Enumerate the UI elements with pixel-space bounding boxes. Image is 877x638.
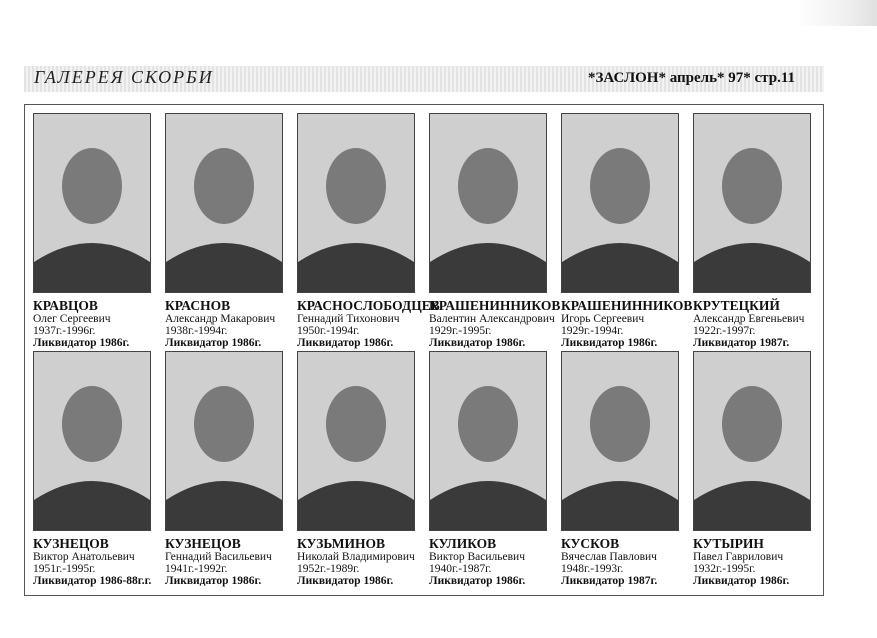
person-surname: КУЛИКОВ	[429, 536, 497, 551]
portrait-photo	[165, 113, 283, 293]
person-name: Геннадий Тихонович	[297, 313, 400, 326]
person-name: Игорь Сергеевич	[561, 313, 645, 326]
portrait-photo	[561, 113, 679, 293]
portrait-photo	[297, 351, 415, 531]
person-role: Ликвидатор 1986г.	[561, 337, 658, 350]
person-role: Ликвидатор 1986-88г.г.	[33, 575, 152, 588]
person-name: Александр Макарович	[165, 313, 276, 326]
person-surname: КУЗНЕЦОВ	[165, 536, 241, 551]
person-surname: КРАСНОСЛОБОДЦЕВ	[297, 298, 440, 313]
portrait-photo	[33, 351, 151, 531]
person-role: Ликвидатор 1986г.	[33, 337, 130, 350]
portrait-photo	[297, 113, 415, 293]
person-surname: КУТЫРИН	[693, 536, 764, 551]
portrait-photo	[693, 113, 811, 293]
person-years: 1929г.-1994г.	[561, 325, 624, 338]
person-years: 1937г.-1996г.	[33, 325, 96, 338]
issue-info: *ЗАСЛОН* апрель* 97* стр.11	[588, 70, 795, 86]
person-role: Ликвидатор 1986г.	[165, 337, 262, 350]
person-surname: КРУТЕЦКИЙ	[693, 298, 780, 313]
person-years: 1932г.-1995г.	[693, 563, 756, 576]
person-role: Ликвидатор 1986г.	[429, 575, 526, 588]
person-name: Александр Евгеньевич	[693, 313, 805, 326]
page-title: ГАЛЕРЕЯ СКОРБИ	[34, 67, 214, 87]
portrait-photo	[33, 113, 151, 293]
person-years: 1952г.-1989г.	[297, 563, 360, 576]
person-surname: КРАВЦОВ	[33, 298, 98, 313]
person-years: 1922г.-1997г.	[693, 325, 756, 338]
scan-edge-shadow	[795, 0, 877, 26]
person-role: Ликвидатор 1986г.	[297, 575, 394, 588]
person-years: 1948г.-1993г.	[561, 563, 624, 576]
person-years: 1940г.-1987г.	[429, 563, 492, 576]
person-years: 1929г.-1995г.	[429, 325, 492, 338]
portrait-photo	[165, 351, 283, 531]
person-name: Геннадий Васильевич	[165, 551, 272, 564]
person-years: 1938г.-1994г.	[165, 325, 228, 338]
person-name: Валентин Александрович	[429, 313, 555, 326]
portrait-photo	[429, 351, 547, 531]
person-surname: КРАШЕНИННИКОВ	[561, 298, 693, 313]
person-role: Ликвидатор 1987г.	[561, 575, 658, 588]
person-surname: КУЗЬМИНОВ	[297, 536, 386, 551]
person-role: Ликвидатор 1986г.	[297, 337, 394, 350]
person-role: Ликвидатор 1986г.	[693, 575, 790, 588]
person-surname: КУСКОВ	[561, 536, 620, 551]
person-name: Виктор Васильевич	[429, 551, 525, 564]
person-name: Вячеслав Павлович	[561, 551, 657, 564]
portrait-photo	[561, 351, 679, 531]
memorial-gallery	[24, 104, 824, 596]
person-surname: КУЗНЕЦОВ	[33, 536, 109, 551]
person-surname: КРАСНОВ	[165, 298, 231, 313]
person-years: 1950г.-1994г.	[297, 325, 360, 338]
person-name: Олег Сергеевич	[33, 313, 111, 326]
person-surname: КРАШЕНИННИКОВ	[429, 298, 561, 313]
person-role: Ликвидатор 1986г.	[165, 575, 262, 588]
person-name: Николай Владимирович	[297, 551, 415, 564]
person-name: Виктор Анатольевич	[33, 551, 135, 564]
person-role: Ликвидатор 1987г.	[693, 337, 790, 350]
person-role: Ликвидатор 1986г.	[429, 337, 526, 350]
portrait-photo	[693, 351, 811, 531]
person-years: 1951г.-1995г.	[33, 563, 96, 576]
person-name: Павел Гаврилович	[693, 551, 784, 564]
person-years: 1941г.-1992г.	[165, 563, 228, 576]
portrait-photo	[429, 113, 547, 293]
